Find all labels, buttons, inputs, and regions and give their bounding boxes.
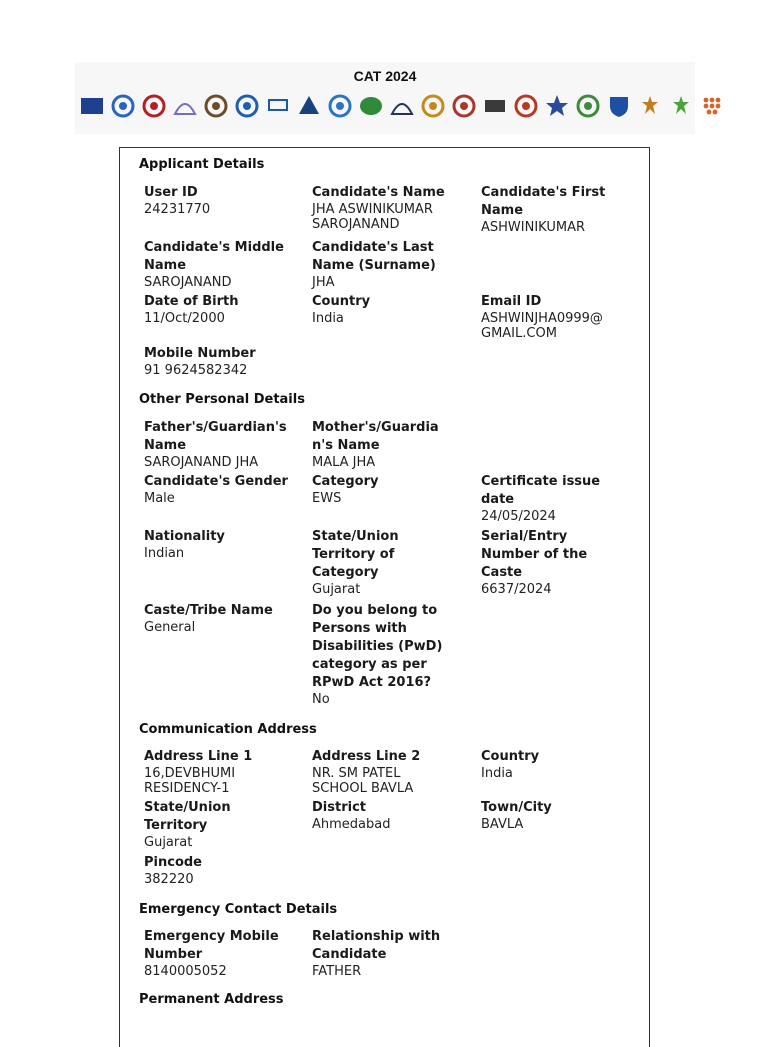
field-value: 6637/2024 (481, 582, 552, 597)
field-value: MALA JHA (312, 455, 376, 470)
field-candidate-name (312, 184, 452, 232)
field-value: 91 9624582342 (144, 363, 248, 378)
field-label: User ID (144, 185, 198, 200)
field-label: Candidate's Last Name (Surname) (312, 240, 436, 273)
institute-logo-icon (142, 94, 166, 118)
field-value: 11/Oct/2000 (144, 311, 225, 326)
field-emergency-mobile (144, 928, 284, 979)
field-label: Emergency Mobile Number (144, 929, 279, 962)
field-label: Mobile Number (144, 346, 256, 361)
field-email (481, 293, 611, 341)
institute-logos (80, 94, 731, 118)
institute-logo-icon (359, 94, 383, 118)
field-certificate-issue-date (481, 473, 601, 524)
field-label: Country (312, 294, 371, 309)
field-value: 8140005052 (144, 964, 227, 979)
institute-logo-icon (266, 94, 290, 118)
field-comm-state (144, 799, 254, 850)
institute-logo-icon (390, 94, 414, 118)
section-emergency-contact: Emergency Contact Details (139, 902, 338, 917)
field-label: Town/City (481, 800, 552, 815)
institute-logo-icon (514, 94, 538, 118)
field-mother-name (312, 419, 452, 470)
field-value: General (144, 620, 196, 635)
field-first-name (481, 184, 611, 235)
field-label: Caste/Tribe Name (144, 603, 273, 618)
field-value: Indian (144, 546, 185, 561)
field-label: Candidate's Name (312, 185, 445, 200)
field-label: Candidate's Gender (144, 474, 288, 489)
field-gender (144, 473, 304, 506)
institute-logo-icon (452, 94, 476, 118)
institute-logo-icon (173, 94, 197, 118)
institute-logo-icon (297, 94, 321, 118)
field-value: ASHWINIKUMAR (481, 220, 585, 235)
field-label: Country (481, 749, 540, 764)
field-value: FATHER (312, 964, 362, 979)
institute-logo-icon (638, 94, 662, 118)
field-middle-name (144, 239, 284, 290)
field-value: 16,DEVBHUMI RESIDENCY-1 (144, 766, 236, 796)
field-label: Address Line 2 (312, 749, 421, 764)
page-title: CAT 2024 (353, 68, 417, 84)
field-address-line-1 (144, 748, 284, 796)
field-value: EWS (312, 491, 342, 506)
field-label: Date of Birth (144, 294, 239, 309)
institute-logo-icon (80, 94, 104, 118)
field-value: Gujarat (312, 582, 361, 597)
field-label: Mother's/Guardian's Name (312, 420, 439, 453)
field-value: 382220 (144, 872, 194, 887)
institute-logo-icon (483, 94, 507, 118)
field-town (481, 799, 641, 832)
field-caste-name (144, 602, 304, 635)
section-applicant-details: Applicant Details (139, 157, 265, 172)
field-label: Candidate's First Name (481, 185, 606, 218)
institute-logo-icon (235, 94, 259, 118)
field-category (312, 473, 472, 506)
field-label: Do you belong to Persons with Disabilities (PwD) category as per RPwD Act 2016? (312, 603, 443, 690)
field-comm-country (481, 748, 641, 781)
field-value: No (312, 692, 330, 707)
field-value: India (481, 766, 513, 781)
field-state-of-category (312, 528, 422, 597)
institute-logo-icon (669, 94, 693, 118)
section-permanent-address: Permanent Address (139, 992, 284, 1007)
institute-logo-icon (421, 94, 445, 118)
institute-logo-icon (204, 94, 228, 118)
field-address-line-2 (312, 748, 422, 796)
field-value: SAROJANAND (144, 275, 232, 290)
field-label: Father's/Guardian's Name (144, 420, 287, 453)
institute-logo-icon (607, 94, 631, 118)
section-other-personal-details: Other Personal Details (139, 392, 305, 407)
field-label: District (312, 800, 366, 815)
institute-logo-icon (111, 94, 135, 118)
field-value: ASHWINJHA0999@GMAIL.COM (481, 311, 603, 341)
field-label: Relationship with Candidate (312, 929, 441, 962)
field-value: 24/05/2024 (481, 509, 556, 524)
field-value: JHA ASWINIKUMAR SAROJANAND (312, 202, 433, 232)
field-value: SAROJANAND JHA (144, 455, 259, 470)
field-father-name (144, 419, 287, 470)
field-label: Candidate's Middle Name (144, 240, 284, 273)
section-communication-address: Communication Address (139, 722, 317, 737)
field-last-name (312, 239, 452, 290)
institute-logo-icon (328, 94, 352, 118)
field-value: India (312, 311, 344, 326)
field-mobile (144, 345, 304, 378)
field-value: 24231770 (144, 202, 211, 217)
field-pincode (144, 854, 304, 887)
field-user-id (144, 184, 304, 217)
field-label: Email ID (481, 294, 542, 309)
field-value: JHA (312, 275, 335, 290)
field-label: Serial/Entry Number of the Caste (481, 529, 588, 580)
field-label: Certificate issue date (481, 474, 601, 507)
field-value: NR. SM PATEL SCHOOL BAVLA (312, 766, 414, 796)
field-label: State/Union Territory (144, 800, 231, 833)
field-label: State/Union Territory of Category (312, 529, 399, 580)
field-label: Pincode (144, 855, 202, 870)
field-relationship (312, 928, 452, 979)
field-nationality (144, 528, 304, 561)
field-value: Gujarat (144, 835, 193, 850)
institute-logo-icon (545, 94, 569, 118)
field-serial-number (481, 528, 601, 597)
institute-logo-icon (576, 94, 600, 118)
field-value: BAVLA (481, 817, 524, 832)
field-value: Male (144, 491, 175, 506)
field-value: Ahmedabad (312, 817, 391, 832)
field-label: Nationality (144, 529, 225, 544)
field-label: Category (312, 474, 379, 489)
institute-logo-icon (700, 94, 724, 118)
field-pwd (312, 602, 447, 707)
field-dob (144, 293, 304, 326)
field-country (312, 293, 472, 326)
field-label: Address Line 1 (144, 749, 253, 764)
field-district (312, 799, 472, 832)
